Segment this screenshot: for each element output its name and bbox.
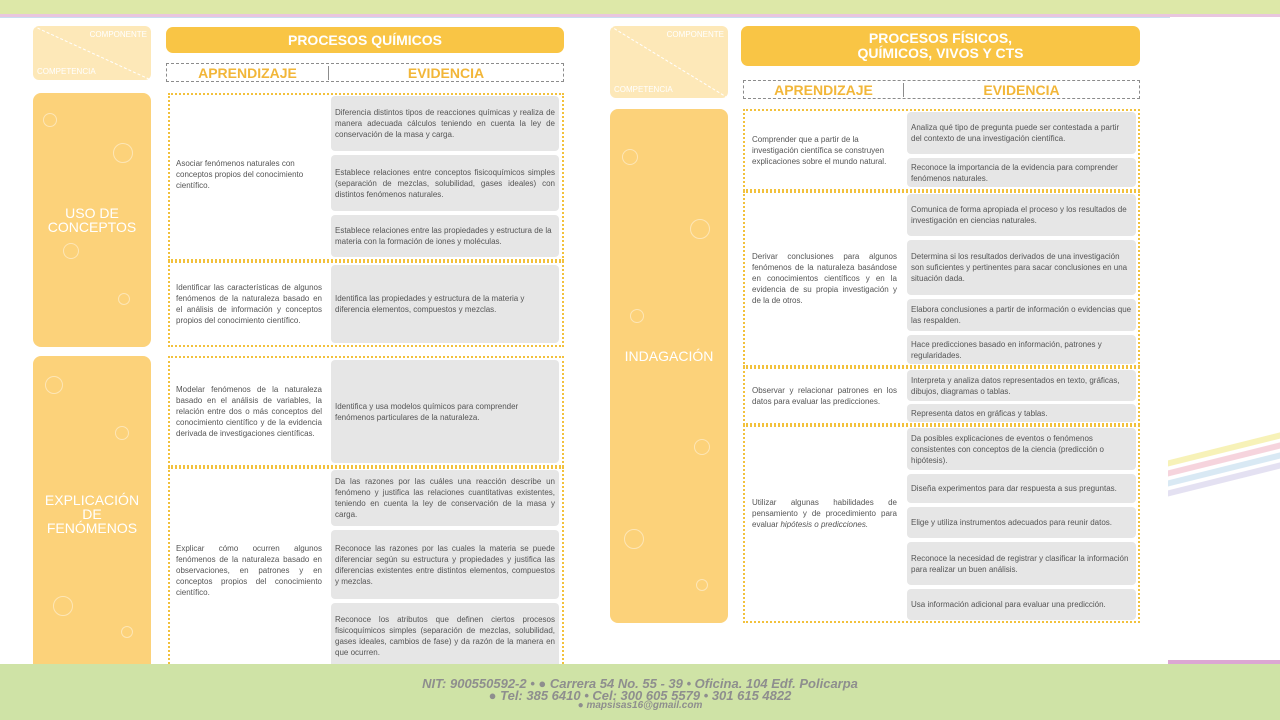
evidencia-item: Hace predicciones basado en información, patrones y regularidades. (907, 335, 1136, 364)
evidencia-item: Identifica las propiedades y estructura de la materia y diferencia elementos, compuestos y mezclas. (331, 265, 559, 343)
right-title: PROCESOS FÍSICOS, QUÍMICOS, VIVOS Y CTS (741, 26, 1140, 66)
evidencia-item: Reconoce los atributos que definen ciertos procesos fisicoquímicos simples (separación de mezclas, solubilidad, gases ideales, cambios de fase) y da razón de la manera en que ocurren. (331, 603, 559, 669)
aprendizaje-text: Observar y relacionar patrones en los datos para evaluar las predicciones. (752, 386, 897, 406)
left-title: PROCESOS QUÍMICOS (166, 27, 564, 53)
evidencia-item: Elige y utiliza instrumentos adecuados para reunir datos. (907, 507, 1136, 538)
footer-email-line (0, 700, 1280, 711)
phone-icon: ● (488, 688, 497, 703)
footer-email: mapsisas16@gmail.com (586, 700, 703, 711)
evidencia-item: Diferencia distintos tipos de reacciones químicas y realiza de manera adecuada cálculos teniendo en cuenta la ley de conservación de la masa y carga. (331, 96, 559, 151)
evidencia-item: Representa datos en gráficas y tablas. (907, 404, 1136, 422)
competencia-label: COMPETENCIA (37, 67, 96, 76)
competencia-label: COMPETENCIA (614, 85, 673, 94)
section-name: EXPLICACIÓN DE FENÓMENOS (44, 492, 140, 536)
evidencia-item: Reconoce la importancia de la evidencia para comprender fenómenos naturales. (907, 158, 1136, 187)
left-component-header (33, 26, 151, 80)
aprendizaje-text: Modelar fenómenos de la naturaleza basado en el análisis de variables, la relación entre dos o más conceptos del conocimiento científico y de la evidencia derivada de investigaciones científicas. (176, 384, 322, 438)
evidencia-item: Interpreta y analiza datos representados en texto, gráficas, dibujos, diagramas o tablas. (907, 370, 1136, 401)
aprendizaje-text: Comprender que a partir de la investigación científica se construyen explicaciones sobre el mundo natural. (752, 134, 887, 166)
left-column-headers (166, 63, 564, 82)
side-label-explicacion (33, 356, 151, 672)
aprendizaje-text: Asociar fenómenos naturales con conceptos propios del conocimiento científico. (176, 158, 304, 190)
aprendizaje-text (752, 495, 897, 551)
col-aprendizaje: APRENDIZAJE (744, 83, 904, 97)
right-component-header (610, 26, 728, 98)
aprendizaje-main: Utilizar algunas habilidades de pensamiento y de procedimiento para evaluar (752, 498, 897, 529)
aprendizaje-text: Explicar cómo ocurren algunos fenómenos de la naturaleza basado en observaciones, en patrones y en conceptos propios del conocimiento científico. (176, 543, 322, 597)
footer-accent (1168, 660, 1280, 664)
componente-label: COMPONENTE (89, 30, 147, 39)
componente-label: COMPONENTE (666, 30, 724, 39)
evidencia-item: Comunica de forma apropiada el proceso y los resultados de investigación en ciencias naturales. (907, 194, 1136, 236)
evidencia-item: Analiza qué tipo de pregunta puede ser contestada a partir del contexto de una investigación científica. (907, 112, 1136, 154)
evidencia-item: Establece relaciones entre conceptos fisicoquímicos simples (separación de mezclas, solubilidad, gases ideales) con distintos fenómenos naturales. (331, 155, 559, 211)
aprendizaje-italic: hipótesis o predicciones. (780, 520, 869, 529)
evidencia-item: Da posibles explicaciones de eventos o fenómenos consistentes con conceptos de la ciencia (predicción o hipótesis). (907, 428, 1136, 470)
evidencia-item: Reconoce la necesidad de registrar y clasificar la información para realizar un buen análisis. (907, 542, 1136, 585)
evidencia-item: Determina si los resultados derivados de una investigación son suficientes y pertinentes para sacar conclusiones en una situación dada. (907, 240, 1136, 295)
location-pin-icon: ● (538, 676, 547, 691)
footer-nit: NIT: 900550592-2 • (422, 676, 535, 691)
evidencia-item: Usa información adicional para evaluar una predicción. (907, 589, 1136, 620)
footer-phones: Tel: 385 6410 • Cel: 300 605 5579 • 301 615 4822 (500, 688, 792, 703)
col-aprendizaje: APRENDIZAJE (167, 66, 329, 80)
side-label-uso-de-conceptos (33, 93, 151, 347)
col-evidencia: EVIDENCIA (983, 81, 1060, 98)
footer-address: Carrera 54 No. 55 - 39 • Oficina. 104 Edf. Policarpa (549, 676, 858, 691)
evidencia-item: Da las razones por las cuáles una reacción describe un fenómeno y justifica las relaciones cuantitativas existentes, teniendo en cuenta la ley de conservación de la masa y carga. (331, 470, 559, 526)
right-column-headers (743, 80, 1140, 99)
evidencia-item: Establece relaciones entre las propiedades y estructura de la materia con la formación de iones y moléculas. (331, 215, 559, 257)
evidencia-item: Diseña experimentos para dar respuesta a sus preguntas. (907, 474, 1136, 503)
evidencia-item: Identifica y usa modelos químicos para comprender fenómenos particulares de la naturaleza. (331, 360, 559, 463)
right-decoration (1168, 18, 1280, 668)
side-label-indagacion (610, 109, 728, 623)
aprendizaje-text: Identificar las características de algunos fenómenos de la naturaleza basado en el análisis de información y conceptos propios del conocimiento científico. (176, 283, 322, 325)
col-evidencia: EVIDENCIA (407, 64, 485, 81)
top-divider-thin (0, 17, 1170, 18)
evidencia-item: Elabora conclusiones a partir de información o evidencias que las respalden. (907, 299, 1136, 331)
section-name: USO DE CONCEPTOS (47, 205, 137, 235)
evidencia-item: Reconoce las razones por las cuales la materia se puede diferenciar según su estructura y propiedades y justifica las diferencias existentes entre distintos elementos, compuestos y mezclas. (331, 530, 559, 599)
section-name: INDAGACIÓN (624, 348, 714, 364)
aprendizaje-text: Derivar conclusiones para algunos fenómenos de la naturaleza basándose en conocimientos científicos y en la evidencia de su propia investigación y de la de otros. (752, 251, 897, 305)
email-icon: ● (577, 700, 584, 711)
top-band (0, 0, 1280, 14)
